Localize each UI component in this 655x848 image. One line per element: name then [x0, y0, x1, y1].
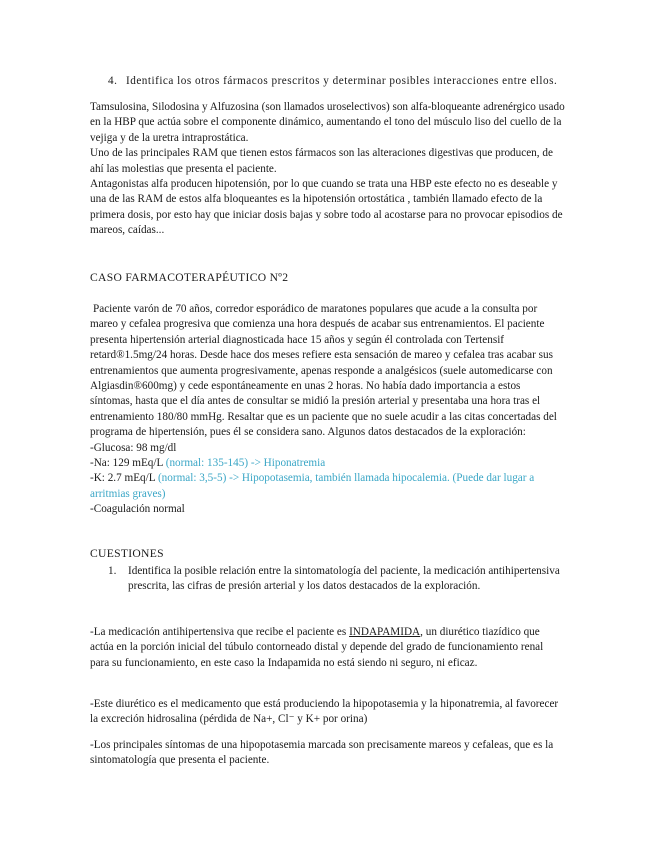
answer-1-p3: -Los principales síntomas de una hipopotasemia marcada son precisamente mareos y cefaleas, que es la sintomatología que presenta el paciente. — [90, 739, 554, 767]
case-description — [90, 302, 565, 518]
paragraph: Uno de las principales RAM que tienen estos fármacos son las alteraciones digestivas que producen, de ahí las molestias que presenta el paciente. — [90, 147, 553, 175]
case-text: Paciente varón de 70 años, corredor esporádico de maratones populares que acude a la consulta por mareo y cefalea progresiva que comienza una hora después de acabar sus entrenamientos. El paciente presenta hipertensión arterial diagnosticada hace 15 años y según él controlada con Tertensif retard®1.5mg/24 horas. Desde hace dos meses refiere esta sensación de mareo y cefalea tras acabar sus entrenamientos que aumenta progresivamente, apenas responde a analgésicos (suele automedicarse con Algiasdin®600mg) y cede espontáneamente en unas 2 horas. No había dado importancia a estos síntomas, hasta que el día antes de consultar se midió la presión arterial y presentaba una hora tras el entrenamiento 180/80 mmHg. Resaltar que es un paciente que no suele acudir a las citas concertadas del programa de hipertensión, pues él se considera sano. Algunos datos destacados de la exploración: — [90, 303, 557, 439]
list-number: 4. — [108, 75, 118, 87]
drug-name: INDAPAMIDA — [349, 626, 421, 638]
list-item-4 — [108, 75, 578, 87]
list-text: Identifica los otros fármacos prescritos y determinar posibles interacciones entre ellos. — [126, 75, 558, 87]
lab-sodium: -Na: 129 mEq/L (normal: 135-145) -> Hiponatremia — [90, 457, 326, 470]
paragraph: Antagonistas alfa producen hipotensión, por lo que cuando se trata una HBP este efecto no es deseable y una de las RAM de estos alfa bloqueantes es la hipotensión ortostática , también llamado efecto de la primera dosis, por esto hay que iniciar dosis bajas y sobre todo al acostarse para no provocar episodios de mareos, caídas... — [90, 178, 563, 237]
questions-heading: CUESTIONES — [90, 547, 164, 560]
case-heading: CASO FARMACOTERAPÉUTICO Nº2 — [90, 271, 289, 284]
lab-potassium: -K: 2.7 mEq/L (normal: 3,5-5) -> Hipopotasemia, también llamada hipocalemia. (Puede dar lugar a arritmias graves) — [90, 472, 535, 500]
answer-1-p2: -Este diurético es el medicamento que está produciendo la hipopotasemia y la hiponatremia, al favorecer la excreción hidrosalina (pérdida de Na+, Cl⁻ y K+ por orina) — [90, 698, 559, 726]
answer-1-p1: -La medicación antihipertensiva que recibe el paciente es INDAPAMIDA, un diurético tiazídico que actúa en la porción inicial del túbulo contorneado distal y depende del grado de funcionamiento renal para su funcionamiento, en este caso la Indapamida no está siendo ni seguro, ni eficaz. — [90, 626, 544, 669]
answer-4-block — [90, 100, 565, 239]
paragraph: Tamsulosina, Silodosina y Alfuzosina (son llamados uroselectivos) son alfa-bloqueante adrenérgico usado en la HBP que actúa sobre el componente dinámico, aumentando el tono del músculo liso del cuello de la vejiga y de la uretra intraprostática. — [90, 101, 565, 144]
lab-glucose: -Glucosa: 98 mg/dl — [90, 441, 177, 454]
question-1 — [108, 564, 563, 595]
question-text: Identifica la posible relación entre la sintomatología del paciente, la medicación antihipertensiva prescrita, las cifras de presión arterial y los datos destacados de la exploración. — [128, 565, 560, 593]
list-number: 1. — [108, 565, 117, 577]
lab-coagulation: -Coagulación normal — [90, 503, 185, 516]
